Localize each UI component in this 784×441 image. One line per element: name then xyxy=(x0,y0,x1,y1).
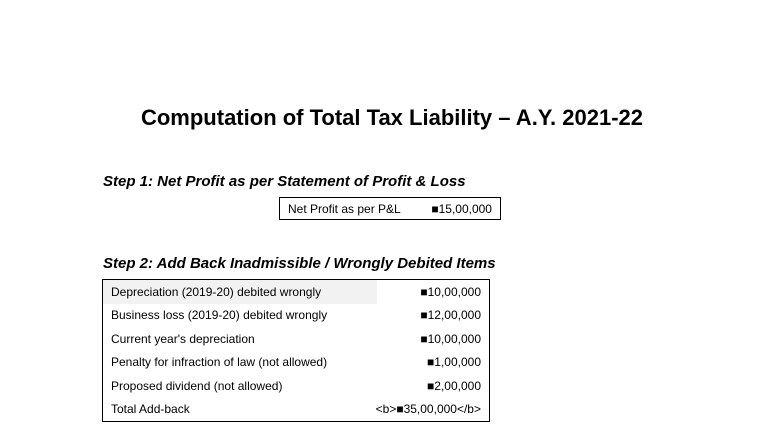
table-row xyxy=(103,280,489,304)
net-profit-label: Net Profit as per P&L xyxy=(288,201,401,216)
row-amount: ■10,00,000 xyxy=(420,331,481,346)
addback-table xyxy=(102,279,490,422)
step1-heading: Step 1: Net Profit as per Statement of Profit & Loss xyxy=(103,173,466,190)
page-title: Computation of Total Tax Liability – A.Y. 2021-22 xyxy=(140,105,643,130)
row-label: Business loss (2019-20) debited wrongly xyxy=(111,308,328,323)
net-profit-amount: ■15,00,000 xyxy=(431,201,492,216)
step2-heading: Step 2: Add Back Inadmissible / Wrongly Debited Items xyxy=(103,255,496,272)
total-amount: <b>■35,00,000</b> xyxy=(375,402,481,417)
total-row xyxy=(103,398,489,422)
table-row xyxy=(103,304,489,328)
row-amount: ■10,00,000 xyxy=(420,284,481,299)
net-profit-box xyxy=(279,197,501,220)
row-amount: ■2,00,000 xyxy=(427,378,481,393)
row-amount: ■1,00,000 xyxy=(427,355,481,370)
total-label: Total Add-back xyxy=(111,402,190,417)
table-row xyxy=(103,351,489,375)
table-row xyxy=(103,374,489,398)
row-amount: ■12,00,000 xyxy=(420,308,481,323)
row-label: Depreciation (2019-20) debited wrongly xyxy=(111,284,322,299)
row-label: Penalty for infraction of law (not allowed) xyxy=(111,355,328,370)
table-row xyxy=(103,327,489,351)
row-label: Current year's depreciation xyxy=(111,331,255,346)
row-label: Proposed dividend (not allowed) xyxy=(111,378,283,393)
